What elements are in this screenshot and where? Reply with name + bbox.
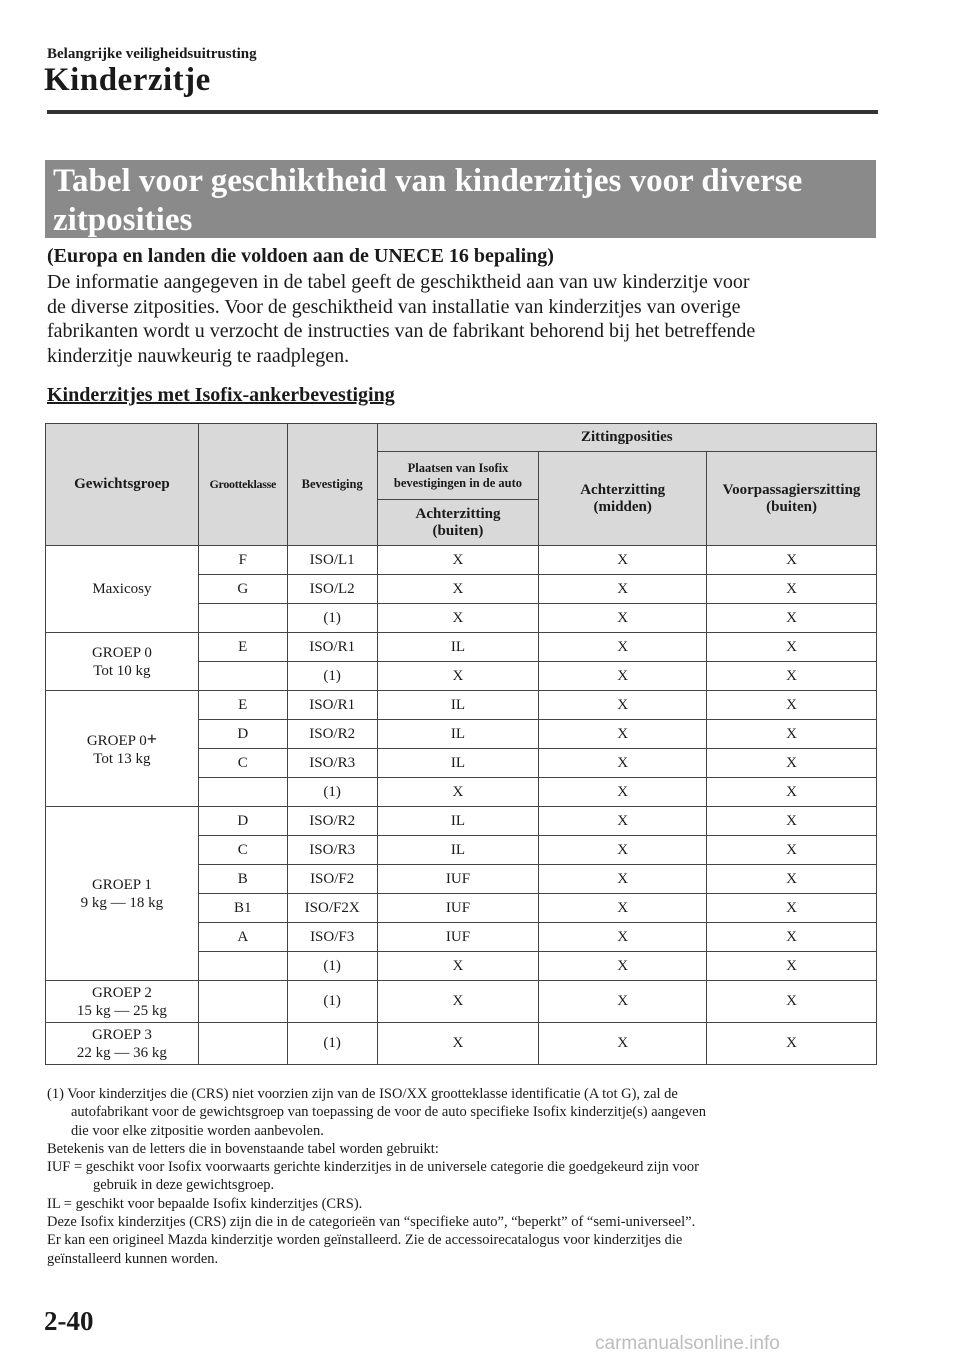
header-rule [47, 110, 878, 114]
header-voorpassagier [707, 452, 877, 546]
cell-voor: X [707, 836, 877, 865]
cell-klasse: F [198, 546, 287, 575]
section-label: Belangrijke veiligheidsuitrusting [47, 46, 257, 62]
table-title: Kinderzitjes met Isofix-ankerbevestiging [47, 384, 395, 406]
group-name-wrap [46, 730, 198, 750]
group-weight-range: Tot 10 kg [93, 662, 151, 679]
note-line: die voor elke zitpositie worden aanbevolen. [71, 1122, 324, 1139]
intro-line: De informatie aangegeven in de tabel geeft de geschiktheid aan van uw kinderzitje voor [47, 271, 750, 293]
header-achter-buiten-line-2: (buiten) [432, 522, 484, 539]
cell-midden: X [539, 749, 707, 778]
cell-bev: ISO/L1 [287, 546, 377, 575]
table-row [46, 981, 877, 1023]
cell-voor: X [707, 633, 877, 662]
cell-voor: X [707, 807, 877, 836]
intro-line: kinderzitje nauwkeurig te raadplegen. [47, 344, 350, 367]
cell-klasse: C [198, 836, 287, 865]
weight-group-cell [46, 691, 199, 807]
cell-voor: X [707, 546, 877, 575]
cell-bev: ISO/R3 [287, 749, 377, 778]
region-subheading: (Europa en landen die voldoen aan de UNECE 16 bepaling) [47, 245, 554, 267]
cell-bev: (1) [287, 981, 377, 1023]
cell-midden: X [539, 807, 707, 836]
cell-bev: ISO/F2 [287, 865, 377, 894]
chapter-title: Kinderzitje [44, 62, 211, 98]
cell-buiten: X [377, 575, 539, 604]
cell-midden: X [539, 720, 707, 749]
header-grootteklasse: Grootteklasse [198, 424, 287, 546]
cell-klasse [198, 952, 287, 981]
cell-midden: X [539, 662, 707, 691]
cell-bev: ISO/R1 [287, 691, 377, 720]
cell-voor: X [707, 575, 877, 604]
cell-voor: X [707, 923, 877, 952]
cell-buiten: IUF [377, 923, 539, 952]
note-line: (1) Voor kinderzitjes die (CRS) niet voorzien zijn van de ISO/XX grootteklasse identificatie (A tot G), zal de [47, 1086, 678, 1102]
cell-midden: X [539, 981, 707, 1023]
header-achter-midden-line-2: (midden) [593, 498, 652, 515]
group-weight-range: 9 kg — 18 kg [80, 894, 164, 911]
weight-group-cell [46, 1023, 199, 1065]
header-achter-buiten-line-1: Achterzitting [415, 505, 501, 522]
cell-klasse: D [198, 807, 287, 836]
cell-buiten: X [377, 546, 539, 575]
isofix-suitability-table [45, 423, 877, 1065]
cell-bev: (1) [287, 1023, 377, 1065]
group-weight-range: 22 kg — 36 kg [76, 1044, 167, 1061]
header-zittingposities: Zittingposities [377, 424, 876, 452]
group-weight-range: 15 kg — 25 kg [76, 1002, 167, 1019]
cell-midden: X [539, 575, 707, 604]
page-number: 2-40 [44, 1306, 94, 1336]
cell-bev: ISO/R1 [287, 633, 377, 662]
table-row [46, 633, 877, 662]
cell-midden: X [539, 546, 707, 575]
cell-klasse: D [198, 720, 287, 749]
weight-group-cell [46, 546, 199, 633]
cell-klasse [198, 1023, 287, 1065]
note-line: Betekenis van de letters die in bovenstaande tabel worden gebruikt: [47, 1140, 439, 1157]
cell-klasse: B1 [198, 894, 287, 923]
header-plaatsen-line-1: Plaatsen van Isofix [407, 460, 509, 475]
cell-buiten: IL [377, 720, 539, 749]
cell-bev: ISO/F3 [287, 923, 377, 952]
cell-bev: ISO/R2 [287, 720, 377, 749]
cell-buiten: X [377, 604, 539, 633]
cell-buiten: IUF [377, 894, 539, 923]
cell-klasse: C [198, 749, 287, 778]
cell-buiten: X [377, 778, 539, 807]
group-weight-range: Tot 13 kg [93, 750, 151, 767]
cell-midden: X [539, 778, 707, 807]
table-row [46, 807, 877, 836]
group-name: GROEP 3 [91, 1026, 152, 1043]
cell-bev: (1) [287, 604, 377, 633]
cell-midden: X [539, 1023, 707, 1065]
cell-buiten: X [377, 662, 539, 691]
cell-midden: X [539, 691, 707, 720]
intro-line: fabrikanten wordt u verzocht de instructies van de fabrikant behorend bij het betreffende [47, 320, 756, 342]
cell-voor: X [707, 749, 877, 778]
table-row [46, 546, 877, 575]
cell-klasse [198, 981, 287, 1023]
cell-klasse: G [198, 575, 287, 604]
group-name: GROEP 2 [91, 984, 152, 1001]
cell-midden: X [539, 633, 707, 662]
header-gewichtsgroep: Gewichtsgroep [46, 424, 199, 546]
table-row [46, 1023, 877, 1065]
cell-klasse [198, 604, 287, 633]
cell-voor: X [707, 981, 877, 1023]
weight-group-cell [46, 807, 199, 981]
cell-bev: (1) [287, 778, 377, 807]
group-name: GROEP 1 [91, 876, 152, 893]
cell-buiten: X [377, 952, 539, 981]
cell-buiten: X [377, 981, 539, 1023]
weight-group-cell [46, 981, 199, 1023]
cell-buiten: IL [377, 691, 539, 720]
cell-voor: X [707, 691, 877, 720]
cell-klasse: B [198, 865, 287, 894]
table-row [46, 691, 877, 720]
cell-buiten: IL [377, 836, 539, 865]
header-voor-line-1: Voorpassagierszitting [722, 481, 861, 498]
cell-midden: X [539, 865, 707, 894]
cell-voor: X [707, 1023, 877, 1065]
cell-voor: X [707, 662, 877, 691]
intro-paragraph [47, 270, 877, 368]
cell-voor: X [707, 952, 877, 981]
cell-bev: ISO/L2 [287, 575, 377, 604]
group-name: GROEP 0 [91, 644, 152, 661]
plus-marker: + [146, 728, 157, 749]
cell-buiten: X [377, 1023, 539, 1065]
note-line: autofabrikant voor de gewichtsgroep van toepassing de voor de auto specifieke Isofix kinderzitje(s) aangeven [71, 1104, 706, 1121]
cell-klasse: E [198, 633, 287, 662]
header-plaatsen [377, 452, 539, 500]
note-line: IL = geschikt voor bepaalde Isofix kinderzitjes (CRS). [47, 1195, 363, 1212]
notes-block [47, 1085, 877, 1268]
cell-buiten: IL [377, 749, 539, 778]
cell-bev: ISO/R3 [287, 836, 377, 865]
cell-midden: X [539, 604, 707, 633]
cell-buiten: IL [377, 807, 539, 836]
banner-line-1: Tabel voor geschiktheid van kinderzitjes voor diverse [53, 163, 803, 199]
cell-voor: X [707, 604, 877, 633]
cell-klasse [198, 662, 287, 691]
cell-midden: X [539, 894, 707, 923]
cell-bev: ISO/F2X [287, 894, 377, 923]
header-plaatsen-line-2: bevestigingen in de auto [393, 475, 523, 490]
cell-bev: ISO/R2 [287, 807, 377, 836]
cell-klasse: A [198, 923, 287, 952]
note-line: gebruik in deze gewichtsgroep. [93, 1177, 275, 1194]
cell-klasse [198, 778, 287, 807]
cell-midden: X [539, 836, 707, 865]
cell-voor: X [707, 865, 877, 894]
note-line: Er kan een origineel Mazda kinderzitje worden geïnstalleerd. Zie de accessoirecatalogus voor kinderzitjes die [47, 1232, 683, 1249]
cell-voor: X [707, 894, 877, 923]
note-line: geïnstalleerd kunnen worden. [47, 1250, 219, 1267]
cell-klasse: E [198, 691, 287, 720]
cell-bev: (1) [287, 662, 377, 691]
header-bevestiging: Bevestiging [287, 424, 377, 546]
watermark: carmanualsonline.info [595, 1333, 780, 1354]
banner-line-2: zitposities [53, 202, 193, 238]
note-line: IUF = geschikt voor Isofix voorwaarts gerichte kinderzitjes in de universele categorie die goedgekeurd zijn voor [47, 1159, 700, 1176]
cell-buiten: IL [377, 633, 539, 662]
cell-midden: X [539, 923, 707, 952]
header-achter-midden [539, 452, 707, 546]
header-achter-buiten [377, 500, 539, 546]
weight-group-cell [46, 633, 199, 691]
intro-line: de diverse zitposities. Voor de geschiktheid van installatie van kinderzitjes van overige [47, 295, 741, 318]
group-name: GROEP 0 [86, 732, 147, 749]
cell-midden: X [539, 952, 707, 981]
cell-voor: X [707, 720, 877, 749]
section-banner [45, 160, 876, 238]
group-name: Maxicosy [92, 581, 152, 597]
note-line: Deze Isofix kinderzitjes (CRS) zijn die in de categorieën van “specifieke auto”, “beperkt” of “semi-universeel”. [47, 1214, 696, 1231]
cell-buiten: IUF [377, 865, 539, 894]
header-achter-midden-line-1: Achterzitting [580, 481, 666, 498]
cell-voor: X [707, 778, 877, 807]
header-voor-line-2: (buiten) [766, 498, 817, 515]
table-body [46, 546, 877, 1065]
cell-bev: (1) [287, 952, 377, 981]
